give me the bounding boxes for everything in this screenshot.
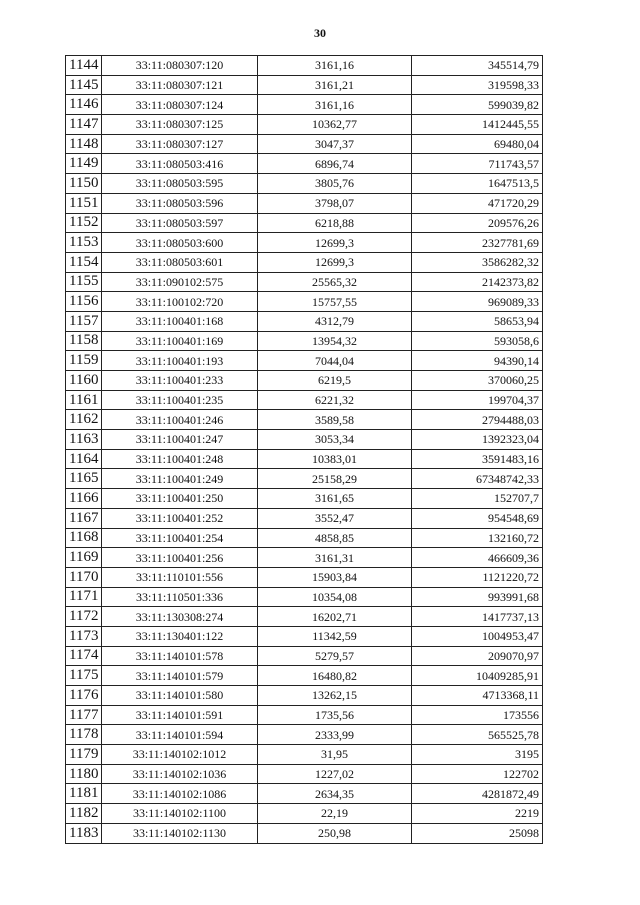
area-value: 3161,16 — [258, 95, 412, 115]
cost-value: 4713368,11 — [412, 686, 543, 706]
cost-value: 67348742,33 — [412, 469, 543, 489]
area-value: 3589,58 — [258, 410, 412, 430]
table-row — [66, 272, 543, 292]
cost-value: 1647513,5 — [412, 174, 543, 194]
table-row — [66, 626, 543, 646]
table-row — [66, 292, 543, 312]
cadastral-number: 33:11:100401:250 — [102, 489, 258, 509]
cost-value: 3195 — [412, 745, 543, 765]
cadastral-number: 33:11:080503:595 — [102, 174, 258, 194]
cadastral-number: 33:11:140102:1100 — [102, 804, 258, 824]
table-row — [66, 252, 543, 272]
row-number: 1148 — [66, 134, 102, 154]
row-number: 1160 — [66, 371, 102, 391]
area-value: 22,19 — [258, 804, 412, 824]
table-row — [66, 489, 543, 509]
cadastral-number: 33:11:100401:247 — [102, 430, 258, 450]
table-row — [66, 469, 543, 489]
row-number: 1179 — [66, 745, 102, 765]
area-value: 10383,01 — [258, 449, 412, 469]
cost-value: 599039,82 — [412, 95, 543, 115]
cadastral-number: 33:11:110101:556 — [102, 567, 258, 587]
cost-value: 319598,33 — [412, 75, 543, 95]
area-value: 1735,56 — [258, 705, 412, 725]
area-value: 10362,77 — [258, 115, 412, 135]
cadastral-number: 33:11:130401:122 — [102, 626, 258, 646]
table-row — [66, 371, 543, 391]
cost-value: 1392323,04 — [412, 430, 543, 450]
cost-value: 969089,33 — [412, 292, 543, 312]
cadastral-number: 33:11:130308:274 — [102, 607, 258, 627]
row-number: 1162 — [66, 410, 102, 430]
cadastral-number: 33:11:080307:120 — [102, 56, 258, 76]
area-value: 5279,57 — [258, 646, 412, 666]
cadastral-number: 33:11:140102:1086 — [102, 784, 258, 804]
cost-value: 466609,36 — [412, 548, 543, 568]
cadastral-number: 33:11:140101:591 — [102, 705, 258, 725]
cost-value: 25098 — [412, 823, 543, 843]
cadastral-number: 33:11:140102:1036 — [102, 764, 258, 784]
table-row — [66, 508, 543, 528]
cost-value: 711743,57 — [412, 154, 543, 174]
table-row — [66, 725, 543, 745]
table-row — [66, 174, 543, 194]
cost-value: 4281872,49 — [412, 784, 543, 804]
area-value: 13262,15 — [258, 686, 412, 706]
table-row — [66, 666, 543, 686]
row-number: 1171 — [66, 587, 102, 607]
cost-value: 69480,04 — [412, 134, 543, 154]
table-row — [66, 449, 543, 469]
row-number: 1147 — [66, 115, 102, 135]
row-number: 1169 — [66, 548, 102, 568]
table-row — [66, 804, 543, 824]
row-number: 1174 — [66, 646, 102, 666]
area-value: 25565,32 — [258, 272, 412, 292]
cost-value: 2327781,69 — [412, 233, 543, 253]
table-row — [66, 646, 543, 666]
table-row — [66, 75, 543, 95]
table-row — [66, 410, 543, 430]
cost-value: 132160,72 — [412, 528, 543, 548]
cadastral-number: 33:11:140102:1012 — [102, 745, 258, 765]
row-number: 1183 — [66, 823, 102, 843]
cadastral-number: 33:11:100401:256 — [102, 548, 258, 568]
cadastral-number: 33:11:100401:235 — [102, 390, 258, 410]
table-row — [66, 548, 543, 568]
area-value: 1227,02 — [258, 764, 412, 784]
row-number: 1151 — [66, 193, 102, 213]
area-value: 3161,21 — [258, 75, 412, 95]
area-value: 3552,47 — [258, 508, 412, 528]
area-value: 3053,34 — [258, 430, 412, 450]
table-row — [66, 193, 543, 213]
table-row — [66, 233, 543, 253]
cadastral-number: 33:11:080503:597 — [102, 213, 258, 233]
area-value: 13954,32 — [258, 331, 412, 351]
cadastral-number: 33:11:100401:254 — [102, 528, 258, 548]
area-value: 12699,3 — [258, 252, 412, 272]
cost-value: 152707,7 — [412, 489, 543, 509]
area-value: 16480,82 — [258, 666, 412, 686]
table-row — [66, 331, 543, 351]
table-row — [66, 154, 543, 174]
row-number: 1180 — [66, 764, 102, 784]
cost-value: 1121220,72 — [412, 567, 543, 587]
row-number: 1152 — [66, 213, 102, 233]
area-value: 250,98 — [258, 823, 412, 843]
cost-value: 1004953,47 — [412, 626, 543, 646]
area-value: 3047,37 — [258, 134, 412, 154]
cadastral-number: 33:11:140101:579 — [102, 666, 258, 686]
row-number: 1177 — [66, 705, 102, 725]
area-value: 11342,59 — [258, 626, 412, 646]
cadastral-number: 33:11:140101:578 — [102, 646, 258, 666]
cost-value: 209576,26 — [412, 213, 543, 233]
page-number: 30 — [314, 26, 326, 40]
cost-value: 593058,6 — [412, 331, 543, 351]
cadastral-number: 33:11:080307:125 — [102, 115, 258, 135]
area-value: 31,95 — [258, 745, 412, 765]
area-value: 2333,99 — [258, 725, 412, 745]
table-row — [66, 56, 543, 76]
cadastral-number: 33:11:080503:601 — [102, 252, 258, 272]
area-value: 15903,84 — [258, 567, 412, 587]
row-number: 1146 — [66, 95, 102, 115]
row-number: 1153 — [66, 233, 102, 253]
area-value: 3161,16 — [258, 56, 412, 76]
area-value: 3161,65 — [258, 489, 412, 509]
row-number: 1173 — [66, 626, 102, 646]
area-value: 15757,55 — [258, 292, 412, 312]
row-number: 1155 — [66, 272, 102, 292]
row-number: 1164 — [66, 449, 102, 469]
cost-value: 122702 — [412, 764, 543, 784]
row-number: 1150 — [66, 174, 102, 194]
area-value: 2634,35 — [258, 784, 412, 804]
cost-value: 2219 — [412, 804, 543, 824]
cost-value: 345514,79 — [412, 56, 543, 76]
row-number: 1175 — [66, 666, 102, 686]
cadastral-number: 33:11:080307:121 — [102, 75, 258, 95]
cadastral-number: 33:11:080503:600 — [102, 233, 258, 253]
area-value: 6218,88 — [258, 213, 412, 233]
table-row — [66, 134, 543, 154]
table-row — [66, 587, 543, 607]
row-number: 1163 — [66, 430, 102, 450]
area-value: 4858,85 — [258, 528, 412, 548]
area-value: 25158,29 — [258, 469, 412, 489]
area-value: 6219,5 — [258, 371, 412, 391]
cost-value: 3591483,16 — [412, 449, 543, 469]
row-number: 1156 — [66, 292, 102, 312]
area-value: 3798,07 — [258, 193, 412, 213]
row-number: 1182 — [66, 804, 102, 824]
cadastral-number: 33:11:100401:169 — [102, 331, 258, 351]
cadastral-number: 33:11:090102:575 — [102, 272, 258, 292]
cost-value: 370060,25 — [412, 371, 543, 391]
table-row — [66, 567, 543, 587]
row-number: 1157 — [66, 311, 102, 331]
cost-value: 2142373,82 — [412, 272, 543, 292]
cadastral-number: 33:11:100401:249 — [102, 469, 258, 489]
cadastral-number: 33:11:100401:193 — [102, 351, 258, 371]
row-number: 1158 — [66, 331, 102, 351]
table-row — [66, 823, 543, 843]
table-row — [66, 390, 543, 410]
cadastral-number: 33:11:100401:248 — [102, 449, 258, 469]
row-number: 1154 — [66, 252, 102, 272]
table-row — [66, 115, 543, 135]
cost-value: 1412445,55 — [412, 115, 543, 135]
row-number: 1181 — [66, 784, 102, 804]
cadastral-number: 33:11:140102:1130 — [102, 823, 258, 843]
table-row — [66, 686, 543, 706]
row-number: 1168 — [66, 528, 102, 548]
cost-value: 3586282,32 — [412, 252, 543, 272]
table-row — [66, 311, 543, 331]
cadastral-number: 33:11:100401:252 — [102, 508, 258, 528]
cost-value: 94390,14 — [412, 351, 543, 371]
area-value: 16202,71 — [258, 607, 412, 627]
cadastral-number: 33:11:100102:720 — [102, 292, 258, 312]
row-number: 1170 — [66, 567, 102, 587]
table-row — [66, 705, 543, 725]
row-number: 1172 — [66, 607, 102, 627]
table-row — [66, 764, 543, 784]
row-number: 1144 — [66, 56, 102, 76]
table-body — [66, 56, 543, 844]
cost-value: 58653,94 — [412, 311, 543, 331]
cost-value: 2794488,03 — [412, 410, 543, 430]
table-row — [66, 95, 543, 115]
cadastral-number: 33:11:080503:416 — [102, 154, 258, 174]
area-value: 12699,3 — [258, 233, 412, 253]
cost-value: 471720,29 — [412, 193, 543, 213]
row-number: 1176 — [66, 686, 102, 706]
cost-value: 993991,68 — [412, 587, 543, 607]
table-row — [66, 213, 543, 233]
row-number: 1145 — [66, 75, 102, 95]
area-value: 3161,31 — [258, 548, 412, 568]
row-number: 1166 — [66, 489, 102, 509]
table-row — [66, 430, 543, 450]
row-number: 1159 — [66, 351, 102, 371]
table-row — [66, 528, 543, 548]
cost-value: 954548,69 — [412, 508, 543, 528]
cadastral-number: 33:11:100401:168 — [102, 311, 258, 331]
cost-value: 565525,78 — [412, 725, 543, 745]
cadastral-table — [65, 55, 543, 844]
area-value: 6896,74 — [258, 154, 412, 174]
cadastral-number: 33:11:140101:594 — [102, 725, 258, 745]
row-number: 1178 — [66, 725, 102, 745]
row-number: 1165 — [66, 469, 102, 489]
cadastral-number: 33:11:100401:246 — [102, 410, 258, 430]
cadastral-number: 33:11:080503:596 — [102, 193, 258, 213]
table-row — [66, 607, 543, 627]
area-value: 10354,08 — [258, 587, 412, 607]
row-number: 1167 — [66, 508, 102, 528]
table-row — [66, 784, 543, 804]
cost-value: 209070,97 — [412, 646, 543, 666]
cadastral-number: 33:11:080307:124 — [102, 95, 258, 115]
cadastral-number: 33:11:110501:336 — [102, 587, 258, 607]
cost-value: 173556 — [412, 705, 543, 725]
area-value: 7044,04 — [258, 351, 412, 371]
cadastral-number: 33:11:140101:580 — [102, 686, 258, 706]
area-value: 3805,76 — [258, 174, 412, 194]
cadastral-number: 33:11:080307:127 — [102, 134, 258, 154]
row-number: 1149 — [66, 154, 102, 174]
table-row — [66, 745, 543, 765]
cost-value: 199704,37 — [412, 390, 543, 410]
cost-value: 1417737,13 — [412, 607, 543, 627]
cadastral-number: 33:11:100401:233 — [102, 371, 258, 391]
cost-value: 10409285,91 — [412, 666, 543, 686]
area-value: 4312,79 — [258, 311, 412, 331]
area-value: 6221,32 — [258, 390, 412, 410]
row-number: 1161 — [66, 390, 102, 410]
table-row — [66, 351, 543, 371]
